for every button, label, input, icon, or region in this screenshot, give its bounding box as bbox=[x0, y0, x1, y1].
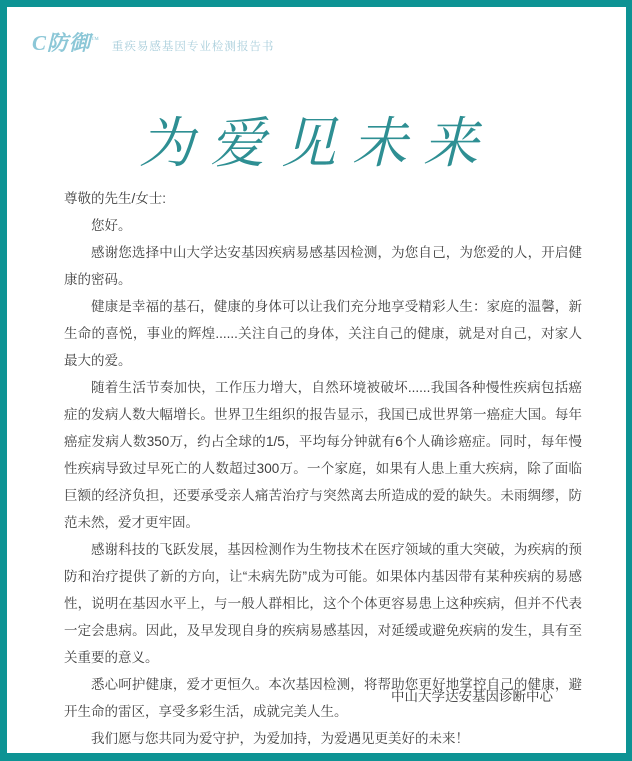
letter-paragraph: 悉心呵护健康，爱才更恒久。本次基因检测，将帮助您更好地掌控自己的健康，避开生命的雷区，享受多彩生活，成就完美人生。 bbox=[64, 677, 582, 719]
letter-body bbox=[64, 185, 582, 752]
brand-logo-text: C防御 bbox=[32, 31, 92, 55]
letter-paragraph: 感谢科技的飞跃发展，基因检测作为生物技术在医疗领域的重大突破，为疾病的预防和治疗提供了新的方向，让“未病先防”成为可能。如果体内基因带有某种疾病的易感性，说明在基因水平上，与一般人群相比，这个个体更容易患上这种疾病，但并不代表一定会患病。因此，及早发现自身的疾病易感基因，对延缓或避免疾病的发生，具有至关重要的意义。 bbox=[64, 542, 582, 665]
letter-paragraph: 随着生活节奏加快，工作压力增大，自然环境被破坏......我国各种慢性疾病包括癌症的发病人数大幅增长。世界卫生组织的报告显示，我国已成世界第一癌症大国。每年癌症发病人数350万，约占全球的1/5，平均每分钟就有6个人确诊癌症。同时，每年慢性疾病导致过早死亡的人数超过300万。一个家庭，如果有人患上重大疾病，除了面临巨额的经济负担，还要承受亲人痛苦治疗与突然离去所造成的爱的缺失。未雨绸缪，防范未然，爱才更牢固。 bbox=[64, 380, 582, 530]
salutation: 尊敬的先生/女士: bbox=[64, 191, 167, 206]
letter-paragraph: 健康是幸福的基石，健康的身体可以让我们充分地享受精彩人生：家庭的温馨，新生命的喜悦，事业的辉煌......关注自己的身体，关注自己的健康，就是对自己，对家人最大的爱。 bbox=[64, 299, 582, 368]
report-subtitle: 重疾易感基因专业检测报告书 bbox=[111, 41, 275, 53]
trademark-mark: ™ bbox=[91, 35, 100, 44]
report-header bbox=[32, 27, 274, 57]
letter-paragraph: 您好。 bbox=[91, 218, 132, 233]
brand-logo bbox=[32, 27, 100, 57]
letter-paragraph: 我们愿与您共同为爱守护，为爱加持，为爱遇见更美好的未来！ bbox=[91, 731, 469, 746]
page-title: 为爱见未来 bbox=[138, 113, 494, 174]
signature: 中山大学达安基因诊断中心 bbox=[391, 689, 553, 704]
letter-paragraph: 感谢您选择中山大学达安基因疾病易感基因检测，为您自己，为您爱的人，开启健康的密码。 bbox=[64, 245, 582, 287]
